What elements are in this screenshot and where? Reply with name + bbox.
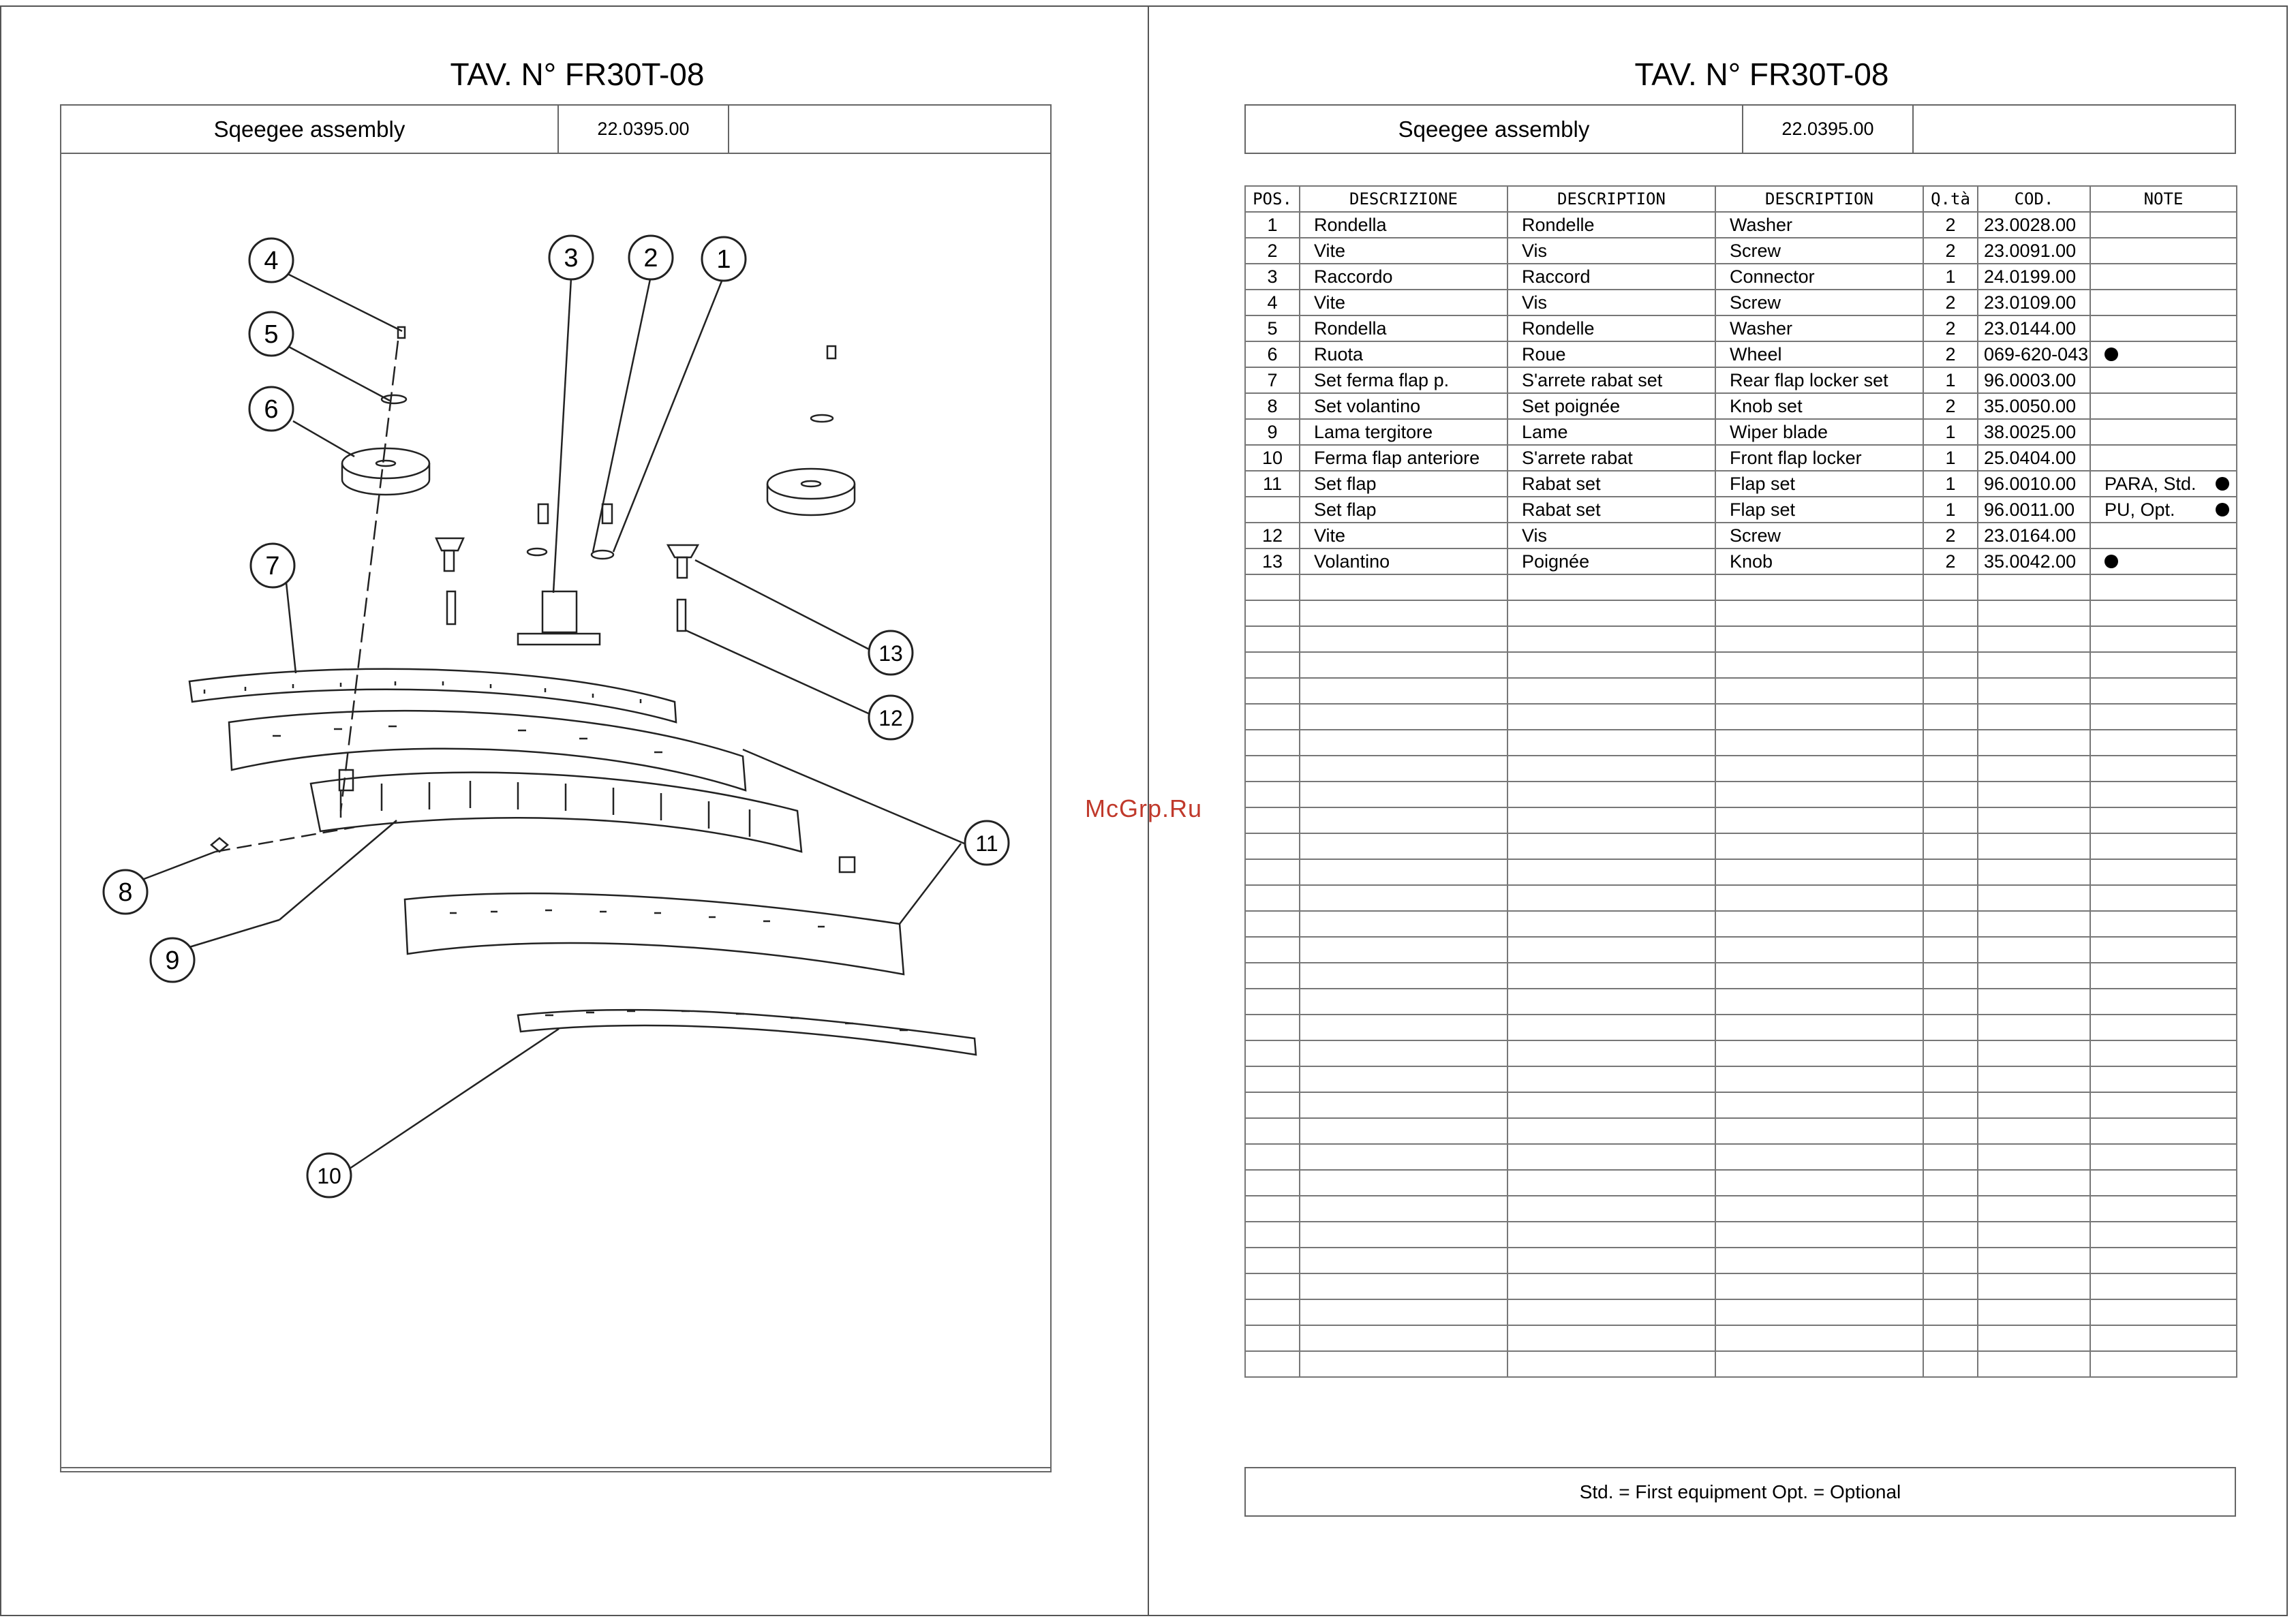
row-cod: 23.0164.00 (1978, 523, 2090, 548)
callout-7: 7 (265, 552, 280, 581)
row-pos: 11 (1245, 471, 1300, 497)
callout-12: 12 (878, 706, 903, 730)
empty-table-row (1245, 704, 2237, 730)
row-pos: 2 (1245, 238, 1300, 264)
row-pos: 13 (1245, 548, 1300, 574)
row-qty: 2 (1923, 212, 1978, 238)
row-note (2090, 367, 2237, 393)
callout-10: 10 (317, 1164, 341, 1188)
callout-6: 6 (264, 395, 279, 424)
row-note (2090, 290, 2237, 315)
row-description-en: Front flap locker (1715, 445, 1923, 471)
empty-table-row (1245, 1066, 2237, 1092)
empty-table-row (1245, 1144, 2237, 1170)
row-descrizione: Rondella (1300, 212, 1507, 238)
callout-11: 11 (975, 831, 998, 856)
row-note-text: PARA, Std. (2104, 473, 2196, 494)
table-row (1245, 393, 2237, 419)
row-descrizione: Volantino (1300, 548, 1507, 574)
row-descrizione: Rondella (1300, 315, 1507, 341)
col-description-en: DESCRIPTION (1715, 186, 1923, 212)
table-row (1245, 290, 2237, 315)
table-row (1245, 264, 2237, 290)
row-description-fr: Rabat set (1507, 497, 1715, 523)
row-descrizione: Set volantino (1300, 393, 1507, 419)
callout-8: 8 (118, 878, 133, 907)
empty-table-row (1245, 859, 2237, 885)
row-descrizione: Vite (1300, 523, 1507, 548)
row-note (2090, 212, 2237, 238)
table-row (1245, 419, 2237, 445)
callout-2: 2 (643, 244, 658, 273)
row-qty: 2 (1923, 523, 1978, 548)
parts-table (1244, 185, 2237, 1378)
empty-table-row (1245, 1248, 2237, 1273)
right-page-title: TAV. N° FR30T-08 (1634, 57, 1889, 92)
col-pos: POS. (1245, 186, 1300, 212)
col-description-fr: DESCRIPTION (1507, 186, 1715, 212)
empty-table-row (1245, 1196, 2237, 1222)
row-qty: 2 (1923, 393, 1978, 419)
row-descrizione: Vite (1300, 290, 1507, 315)
empty-table-row (1245, 652, 2237, 678)
row-pos: 12 (1245, 523, 1300, 548)
row-note (2090, 419, 2237, 445)
row-description-fr: Set poignée (1507, 393, 1715, 419)
row-description-en: Washer (1715, 212, 1923, 238)
row-description-fr: Vis (1507, 290, 1715, 315)
row-note (2090, 471, 2237, 497)
table-row (1245, 445, 2237, 471)
row-description-fr: Rondelle (1507, 315, 1715, 341)
row-description-en: Flap set (1715, 471, 1923, 497)
row-cod: 069-620-043 (1978, 341, 2090, 367)
col-cod: COD. (1978, 186, 2090, 212)
watermark: McGrp.Ru (1085, 794, 1203, 822)
empty-table-row (1245, 1325, 2237, 1351)
row-descrizione: Vite (1300, 238, 1507, 264)
row-qty: 2 (1923, 548, 1978, 574)
row-cod: 96.0003.00 (1978, 367, 2090, 393)
row-description-fr: Poignée (1507, 548, 1715, 574)
empty-table-row (1245, 1170, 2237, 1196)
empty-table-row (1245, 833, 2237, 859)
row-cod: 23.0091.00 (1978, 238, 2090, 264)
row-note (2090, 497, 2237, 523)
bullet-dot-icon (2216, 477, 2229, 491)
row-pos: 1 (1245, 212, 1300, 238)
right-header-name: Sqeegee assembly (1398, 116, 1590, 142)
row-description-en: Rear flap locker set (1715, 367, 1923, 393)
table-row (1245, 548, 2237, 574)
callout-13: 13 (878, 641, 903, 666)
empty-table-row (1245, 730, 2237, 756)
row-qty: 2 (1923, 290, 1978, 315)
empty-table-row (1245, 1015, 2237, 1040)
row-description-en: Connector (1715, 264, 1923, 290)
legend-box (1244, 1467, 2236, 1517)
bullet-dot-icon (2104, 555, 2118, 568)
row-description-fr: Vis (1507, 238, 1715, 264)
row-description-en: Wheel (1715, 341, 1923, 367)
row-note (2090, 523, 2237, 548)
bullet-dot-icon (2216, 503, 2229, 516)
row-qty: 1 (1923, 445, 1978, 471)
row-qty: 1 (1923, 264, 1978, 290)
col-qty: Q.tà (1923, 186, 1978, 212)
empty-table-row (1245, 1351, 2237, 1377)
row-description-fr: Lame (1507, 419, 1715, 445)
bullet-dot-icon (2104, 347, 2118, 361)
empty-table-row (1245, 782, 2237, 807)
empty-table-row (1245, 885, 2237, 911)
row-cod: 23.0109.00 (1978, 290, 2090, 315)
table-row (1245, 315, 2237, 341)
row-description-en: Screw (1715, 290, 1923, 315)
row-note (2090, 393, 2237, 419)
row-pos: 9 (1245, 419, 1300, 445)
row-qty: 1 (1923, 367, 1978, 393)
row-cod: 35.0050.00 (1978, 393, 2090, 419)
left-header-box (60, 104, 1052, 154)
left-header-code: 22.0395.00 (597, 119, 690, 139)
left-page-title: TAV. N° FR30T-08 (450, 57, 705, 92)
row-descrizione: Lama tergitore (1300, 419, 1507, 445)
empty-table-row (1245, 626, 2237, 652)
empty-table-row (1245, 756, 2237, 782)
empty-table-row (1245, 1040, 2237, 1066)
row-pos: 6 (1245, 341, 1300, 367)
left-header-extra (729, 106, 1050, 153)
row-descrizione: Ferma flap anteriore (1300, 445, 1507, 471)
table-header-row (1245, 186, 2237, 212)
empty-table-row (1245, 574, 2237, 600)
empty-table-row (1245, 911, 2237, 937)
row-note (2090, 315, 2237, 341)
row-descrizione: Raccordo (1300, 264, 1507, 290)
empty-table-row (1245, 1299, 2237, 1325)
row-pos: 5 (1245, 315, 1300, 341)
row-description-fr: Raccord (1507, 264, 1715, 290)
table-row (1245, 497, 2237, 523)
row-pos: 10 (1245, 445, 1300, 471)
row-descrizione: Set ferma flap p. (1300, 367, 1507, 393)
row-descrizione: Set flap (1300, 497, 1507, 523)
row-description-en: Knob (1715, 548, 1923, 574)
row-note (2090, 264, 2237, 290)
empty-table-row (1245, 989, 2237, 1015)
table-row (1245, 471, 2237, 497)
row-descrizione: Set flap (1300, 471, 1507, 497)
right-header-code: 22.0395.00 (1781, 119, 1874, 139)
callout-5: 5 (264, 320, 279, 349)
row-pos: 8 (1245, 393, 1300, 419)
callout-1: 1 (716, 245, 731, 274)
row-cod: 35.0042.00 (1978, 548, 2090, 574)
row-description-fr: Vis (1507, 523, 1715, 548)
row-description-fr: Rabat set (1507, 471, 1715, 497)
row-note (2090, 238, 2237, 264)
empty-table-row (1245, 807, 2237, 833)
empty-table-row (1245, 600, 2237, 626)
row-description-en: Screw (1715, 523, 1923, 548)
table-row (1245, 341, 2237, 367)
table-row (1245, 523, 2237, 548)
table-row (1245, 212, 2237, 238)
col-note: NOTE (2090, 186, 2237, 212)
legend-text: Std. = First equipment Opt. = Optional (1579, 1481, 1901, 1502)
row-cod: 25.0404.00 (1978, 445, 2090, 471)
row-qty: 1 (1923, 419, 1978, 445)
row-note (2090, 445, 2237, 471)
row-note (2090, 341, 2237, 367)
row-pos: 4 (1245, 290, 1300, 315)
row-qty: 1 (1923, 471, 1978, 497)
row-qty: 2 (1923, 341, 1978, 367)
exploded-diagram (60, 154, 1052, 1469)
empty-table-row (1245, 937, 2237, 963)
row-qty: 2 (1923, 315, 1978, 341)
row-pos: 3 (1245, 264, 1300, 290)
row-description-fr: Roue (1507, 341, 1715, 367)
table-row (1245, 367, 2237, 393)
row-cod: 23.0144.00 (1978, 315, 2090, 341)
row-description-en: Screw (1715, 238, 1923, 264)
empty-table-row (1245, 1092, 2237, 1118)
row-pos: 7 (1245, 367, 1300, 393)
row-cod: 96.0011.00 (1978, 497, 2090, 523)
table-row (1245, 238, 2237, 264)
right-header-box (1244, 104, 2236, 154)
empty-table-row (1245, 963, 2237, 989)
row-description-fr: S'arrete rabat (1507, 445, 1715, 471)
empty-table-row (1245, 678, 2237, 704)
right-header-extra (1914, 106, 2235, 153)
row-note (2090, 548, 2237, 574)
left-header-name: Sqeegee assembly (213, 116, 405, 142)
row-cod: 96.0010.00 (1978, 471, 2090, 497)
empty-table-row (1245, 1222, 2237, 1248)
callout-3: 3 (564, 244, 579, 273)
row-description-en: Flap set (1715, 497, 1923, 523)
row-description-en: Knob set (1715, 393, 1923, 419)
empty-table-row (1245, 1273, 2237, 1299)
row-pos (1245, 497, 1300, 523)
row-description-fr: Rondelle (1507, 212, 1715, 238)
row-cod: 24.0199.00 (1978, 264, 2090, 290)
callout-9: 9 (165, 946, 180, 975)
row-cod: 38.0025.00 (1978, 419, 2090, 445)
row-qty: 2 (1923, 238, 1978, 264)
row-description-fr: S'arrete rabat set (1507, 367, 1715, 393)
callout-4: 4 (264, 247, 279, 275)
empty-table-row (1245, 1118, 2237, 1144)
col-descrizione: DESCRIZIONE (1300, 186, 1507, 212)
row-note-text: PU, Opt. (2104, 499, 2175, 520)
row-description-en: Washer (1715, 315, 1923, 341)
row-cod: 23.0028.00 (1978, 212, 2090, 238)
row-description-en: Wiper blade (1715, 419, 1923, 445)
row-qty: 1 (1923, 497, 1978, 523)
row-descrizione: Ruota (1300, 341, 1507, 367)
